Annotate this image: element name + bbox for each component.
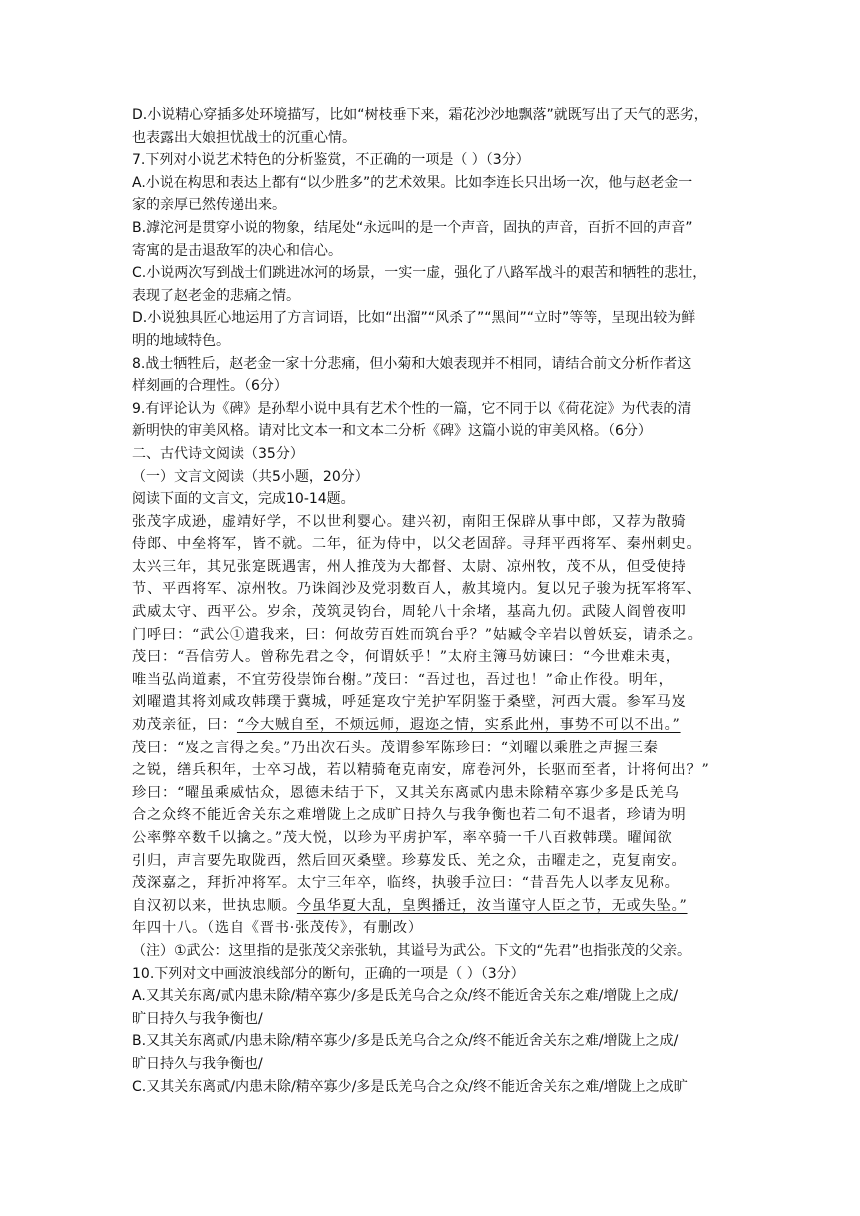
- passage-line: 茂深嘉之，拜折冲将军。太宁三年卒，临终，执骏手泣曰：“昔吾先人以孝友见称。: [132, 875, 680, 892]
- passage-line: 珍曰：“曜虽乘威怙众，恩德未结于下，又其关东离贰内患未除精卒寡少多是氐羌乌: [132, 784, 680, 801]
- section-heading: 二、古代诗文阅读（35分）: [132, 445, 304, 462]
- option-c: C.小说两次写到战士们跳进冰河的场景，一实一虚，强化了八路军战斗的艰苦和牺牲的悲壮，: [132, 265, 707, 282]
- classical-passage: [132, 511, 732, 940]
- passage-line: 门呼曰：“武公①遣我来，曰：何故劳百姓而筑台乎？”姑臧令辛岩以曾妖妄，请杀之。: [132, 626, 703, 643]
- questions-block: [132, 104, 732, 511]
- subsection-heading: （一）文言文阅读（共5小题，20分）: [132, 468, 369, 485]
- question-8: 8.战士牺牲后，赵老金一家十分悲痛，但小菊和大娘表现并不相同，请结合前文分析作者这: [132, 355, 692, 372]
- option-a: A.又其关东离/贰内患未除/精卒寡少/多是氐羌乌合之众/终不能近舍关东之难/增陇上之成/: [132, 988, 679, 1005]
- passage-line: 茂曰：“吾信劳人。曾称先君之令，何谓妖乎！”太府主簿马妨谏曰：“今世难未夷，: [132, 649, 681, 666]
- notes-and-questions: [132, 940, 732, 1098]
- text-line: 明的地域特色。: [132, 332, 230, 349]
- passage-source: 年四十八。（选自《晋书·张茂传》，有删改）: [132, 920, 423, 937]
- passage-line: [132, 714, 732, 737]
- passage-line: 太兴三年，其兄张寔既遇害，州人推茂为大都督、太尉、凉州牧，茂不从，但受使持: [132, 558, 687, 575]
- text-line: 寄寓的是击退敌军的决心和信心。: [132, 242, 342, 259]
- passage-line: 茂曰：“岌之言得之矣。”乃出次石头。茂谓参军陈珍曰：“刘曜以乘胜之声握三秦: [132, 739, 659, 756]
- option-b: B.滹沱河是贯穿小说的物象，结尾处“永远叫的是一个声音，固执的声音，百折不回的声音”: [132, 219, 693, 236]
- text-line: 也表露出大娘担忧战士的沉重心情。: [132, 129, 356, 146]
- passage-line: 引归，声言要先取陇西，然后回灭桑壁。珍募发氐、羌之众，击曜走之，克复南安。: [132, 852, 687, 869]
- text-line: 表现了赵老金的悲痛之情。: [132, 287, 300, 304]
- passage-line: 武威太守、西平公。岁余，茂筑灵钧台，周轮八十余堵，基高九仞。武陵人阎曾夜叩: [132, 604, 687, 621]
- passage-line: [132, 895, 732, 918]
- underlined-sentence-2: 今虽华夏大乱，皇舆播迁，汝当谨守人臣之节，无或失坠。”: [296, 897, 688, 914]
- question-9: 9.有评论认为《碑》是孙犁小说中具有艺术个性的一篇，它不同于以《荷花淀》为代表的清: [132, 400, 692, 417]
- passage-line: 合之众终不能近舍关东之难增陇上之成旷日持久与我争衡也若二旬不退者，珍请为明: [132, 807, 687, 824]
- option-a: A.小说在构思和表达上都有“以少胜多”的艺术效果。比如李连长只出场一次，他与赵老金一: [132, 174, 693, 191]
- passage-text: 自汉初以来，世执忠顺。: [132, 897, 297, 914]
- question-10: 10.下列对文中画波浪线部分的断句，正确的一项是（ ）（3分）: [132, 965, 525, 982]
- document-page: [132, 104, 732, 1098]
- underlined-sentence-1: “今大贼自至，不烦远师，遐迩之情，实系此州，事势不可以不出。”: [236, 717, 681, 734]
- passage-line: 刘曜遣其将刘咸攻韩璞于冀城，呼延寔攻宁羌护军阴鉴于桑壁，河西大震。参军马岌: [132, 694, 687, 711]
- instruction: 阅读下面的文言文，完成10-14题。: [132, 491, 355, 508]
- text-line: 家的亲厚已然传递出来。: [132, 197, 286, 214]
- text-line: 旷日持久与我争衡也/: [132, 1010, 263, 1027]
- option-d: D.小说独具匠心地运用了方言词语，比如“出溜”“风杀了”“黑间”“立时”等等，呈现出较为鲜: [132, 310, 696, 327]
- passage-line: 侍郎、中垒将军，皆不就。二年，征为侍中，以父老固辞。寻拜平西将军、秦州刺史。: [132, 536, 702, 553]
- text-line: D.小说精心穿插多处环境描写，比如“树枝垂下来，霜花沙沙地飘落”就既写出了天气的恶劣，: [132, 107, 708, 123]
- question-7: 7.下列对小说艺术特色的分析鉴赏，不正确的一项是（ ）（3分）: [132, 152, 530, 169]
- option-b: B.又其关东离贰/内患未除/精卒寡少/多是氐羌乌合之众/终不能近舍关东之难/增陇上之成/: [132, 1033, 679, 1050]
- passage-line: 唯当弘尚道素，不宜劳役崇饰台榭。”茂曰：“吾过也，吾过也！”命止作役。明年，: [132, 671, 674, 688]
- text-line: 新明快的审美风格。请对比文本一和文本二分析《碑》这篇小说的审美风格。（6分）: [132, 423, 652, 440]
- passage-line: 公率弊卒数千以擒之。”茂大悦，以珍为平虏护军，率卒骑一千八百救韩璞。曜闻欲: [132, 830, 673, 846]
- passage-line: 节、平西将军、凉州牧。乃诛阎沙及党羽数百人，赦其境内。复以兄子骏为抚军将军、: [132, 581, 702, 598]
- passage-text: 劝茂亲征，曰：: [132, 717, 237, 734]
- text-line: 旷日持久与我争衡也/: [132, 1055, 263, 1072]
- text-line: 样刻画的合理性。（6分）: [132, 378, 288, 395]
- passage-line: 张茂字成逊，虚靖好学，不以世利婴心。建兴初，南阳王保辟从事中郎，又荐为散骑: [132, 513, 687, 530]
- option-c: C.又其关东离贰/内患未除/精卒寡少/多是氐羌乌合之众/终不能近舍关东之难/增陇上之成旷: [132, 1078, 688, 1095]
- annotation-note: （注）①武公：这里指的是张茂父亲张轨，其谥号为武公。下文的“先君”也指张茂的父亲。: [132, 942, 692, 959]
- passage-line: 之锐，缮兵积年，士卒习战，若以精骑奄克南安，席卷河外，长驱而至者，计将何出？”: [132, 762, 710, 779]
